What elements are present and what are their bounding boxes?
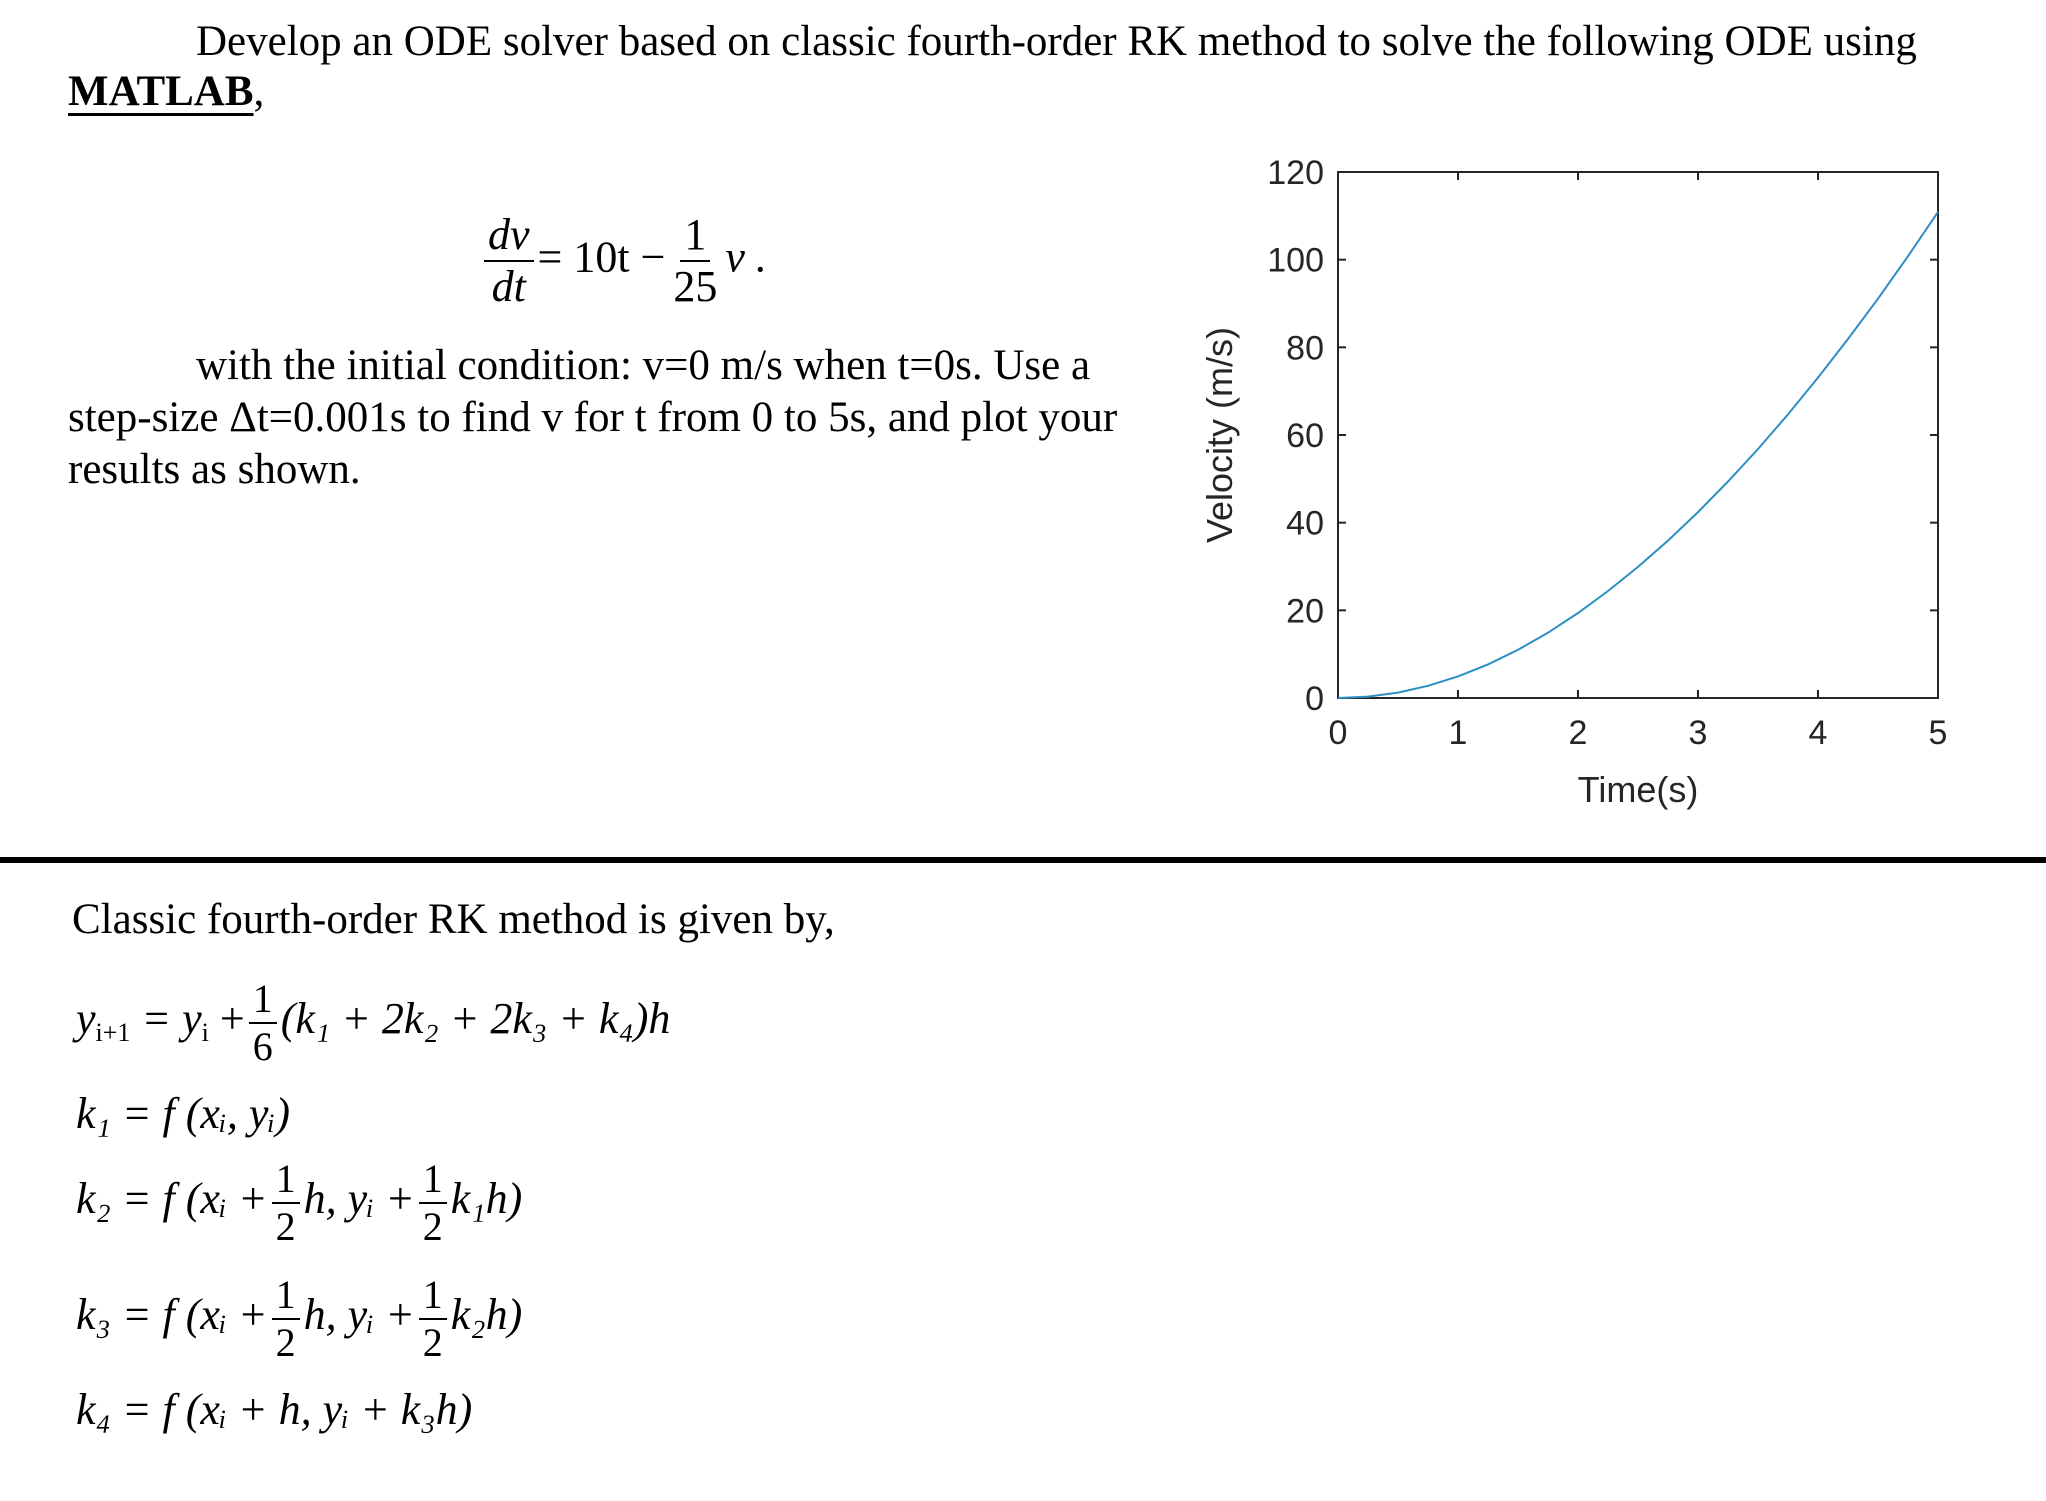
ode-equation bbox=[480, 212, 767, 310]
rk-y-tail: (k₁ + 2k₂ + 2k₃ + k₄)h bbox=[280, 994, 671, 1044]
rk-k3-mid: h, yᵢ + bbox=[303, 1290, 415, 1340]
rk-k4: k₄ = f (xᵢ + h, yᵢ + k₃h) bbox=[76, 1385, 473, 1434]
intro-line-2 bbox=[68, 66, 264, 118]
x-tick-label: 4 bbox=[1808, 714, 1828, 752]
condition-line-2: step-size Δt=0.001s to find v for t from 0 to 5s, and plot your bbox=[68, 394, 1118, 441]
intro-comma: , bbox=[253, 68, 265, 115]
rk-k2-head: k₂ = f (xᵢ + bbox=[76, 1174, 268, 1224]
rk-six: 6 bbox=[252, 1024, 273, 1069]
ode-derivative bbox=[484, 212, 534, 310]
condition-line-1: with the initial condition: v=0 m/s when t=0s. Use a bbox=[196, 342, 1091, 389]
rk-k3-half-b-den: 2 bbox=[422, 1320, 443, 1365]
rk-k3-half-a-num: 1 bbox=[272, 1274, 300, 1320]
intro-line-1: Develop an ODE solver based on classic fourth-order RK method to solve the following ODE using bbox=[196, 18, 1917, 65]
y-axis-label: Velocity (m/s) bbox=[1199, 326, 1240, 544]
rk-k2-half-b bbox=[419, 1158, 447, 1248]
rk-k2-half-a bbox=[272, 1158, 300, 1248]
y-tick-label: 60 bbox=[1286, 417, 1324, 455]
rk-k2-half-b-den: 2 bbox=[422, 1204, 443, 1249]
rk-k3-half-b bbox=[419, 1274, 447, 1364]
rk-k2-half-b-num: 1 bbox=[419, 1158, 447, 1204]
rk-k2-tail: k₁h) bbox=[450, 1174, 523, 1224]
rk-k2-half-a-num: 1 bbox=[272, 1158, 300, 1204]
y-tick-label: 40 bbox=[1286, 504, 1324, 543]
rk-k3 bbox=[76, 1274, 522, 1364]
rk-k2 bbox=[76, 1158, 522, 1248]
x-tick-label: 1 bbox=[1448, 714, 1468, 752]
ode-coef-den: 25 bbox=[673, 262, 718, 312]
x-tick-label: 0 bbox=[1328, 714, 1348, 752]
ode-rhs-term: = 10t − bbox=[537, 232, 666, 282]
ode-tail: v . bbox=[725, 232, 767, 282]
rk-y-plus: + bbox=[219, 994, 245, 1044]
rk-one-sixth bbox=[249, 978, 277, 1068]
rk-heading: Classic fourth-order RK method is given by, bbox=[72, 896, 835, 943]
x-tick-labels bbox=[1329, 714, 1948, 752]
y-tick-labels bbox=[1267, 154, 1324, 718]
ode-dv: dv bbox=[484, 212, 534, 262]
y-tick-label: 0 bbox=[1305, 680, 1324, 718]
rk-k2-mid: h, yᵢ + bbox=[303, 1174, 415, 1224]
ode-dt: dt bbox=[491, 262, 526, 312]
x-tick-label: 5 bbox=[1928, 714, 1948, 752]
rk-y-eq: = y bbox=[141, 994, 202, 1044]
matlab-keyword: MATLAB bbox=[68, 68, 254, 115]
rk-update-formula bbox=[76, 978, 670, 1068]
y-tick-label: 120 bbox=[1267, 154, 1324, 192]
ode-coefficient bbox=[669, 212, 721, 310]
rk-k3-half-a-den: 2 bbox=[275, 1320, 296, 1365]
rk-k1: k₁ = f (xᵢ, yᵢ) bbox=[76, 1089, 291, 1138]
rk-k2-half-a-den: 2 bbox=[275, 1204, 296, 1249]
rk-one: 1 bbox=[249, 978, 277, 1024]
plot-area bbox=[1338, 172, 1938, 698]
rk-k3-tail: k₂h) bbox=[450, 1290, 523, 1340]
rk-y-lhs: y bbox=[76, 994, 96, 1044]
x-axis-label: Time(s) bbox=[1577, 769, 1699, 810]
x-tick-label: 2 bbox=[1568, 714, 1588, 752]
rk-y-lhs-sub: i+1 bbox=[95, 1018, 131, 1048]
ode-coef-num: 1 bbox=[680, 212, 710, 262]
rk-k3-head: k₃ = f (xᵢ + bbox=[76, 1290, 268, 1340]
condition-line-3: results as shown. bbox=[68, 446, 361, 493]
y-tick-label: 80 bbox=[1286, 329, 1324, 368]
y-tick-label: 20 bbox=[1286, 592, 1324, 631]
rk-k3-half-b-num: 1 bbox=[419, 1274, 447, 1320]
x-tick-label: 3 bbox=[1688, 714, 1708, 752]
y-tick-label: 100 bbox=[1267, 241, 1324, 280]
velocity-chart bbox=[1180, 150, 1980, 830]
rk-k3-half-a bbox=[272, 1274, 300, 1364]
rk-y-eq-sub: i bbox=[201, 1018, 209, 1048]
section-divider bbox=[0, 857, 2046, 863]
